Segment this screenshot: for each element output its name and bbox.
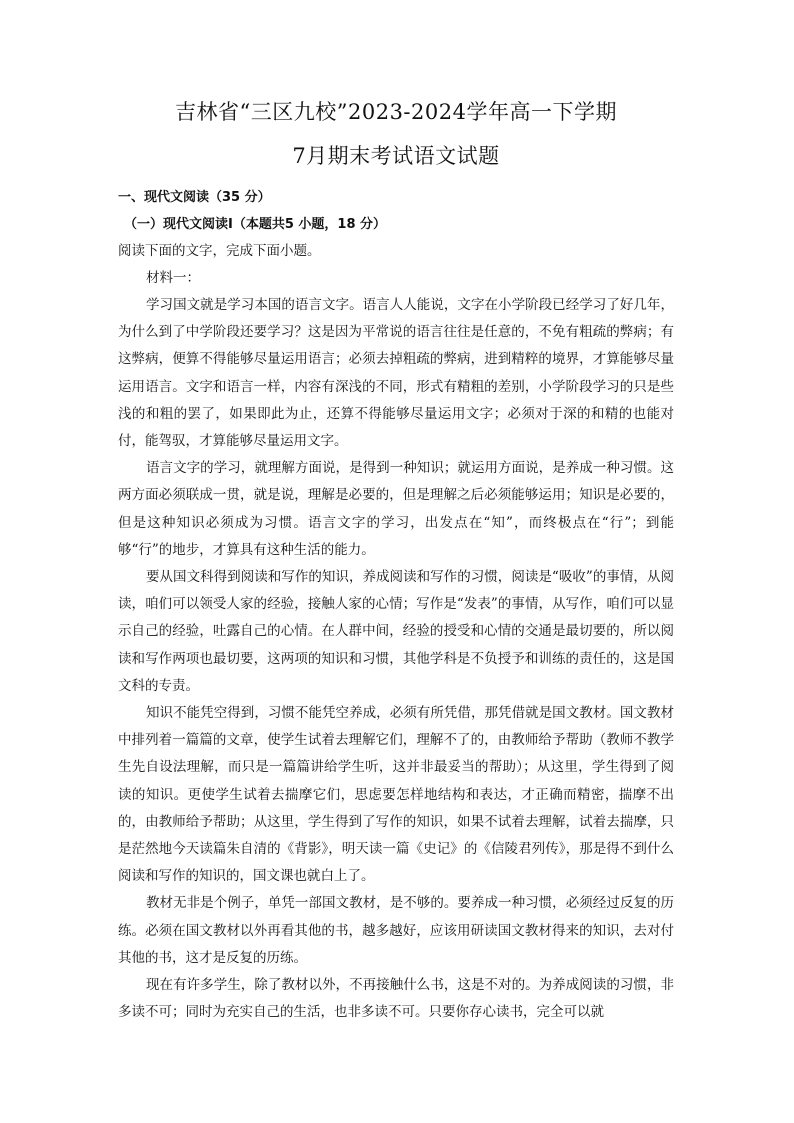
exam-title-line2: 7月期末考试语文试题 [292,144,500,168]
paragraph-5: 教材无非是个例子，单凭一部国文教材，是不够的。要养成一种习惯，必须经过反复的历练。必须在国文教材以外再看其他的书，越多越好，应该用研读国文教材得来的知识，去对付其他的书，这才是反复的历练。 [118,895,674,966]
exam-title-line1: 吉林省“三区九校”2023-2024学年高一下学期 [175,100,617,124]
material-label: 材料一： [146,270,200,286]
section-heading: 一、现代文阅读（35 分） [118,190,271,205]
sub-heading: （一）现代文阅读Ⅰ（本题共5 小题，18 分） [124,217,387,232]
paragraph-4: 知识不能凭空得到，习惯不能凭空养成，必须有所凭借，那凭借就是国文教材。国文教材中排列着一篇篇的文章，使学生试着去理解它们，理解不了的，由教师给予帮助（教师不教学生先自设法理解，而只是一篇篇讲给学生听，这并非最妥当的帮助）；从这里，学生得到了阅读的知识。更使学生试着去揣摩它们，思虑要怎样地结构和表达，才正确而精密，揣摩不出的，由教师给予帮助；从这里，学生得到了写作的知识，如果不试着去理解，试着去揣摩，只是茫然地今天读篇朱自清的《背影》，明天读一篇《史记》的《信陵君列传》，那是得不到什么阅读和写作的知识的，国文课也就白上了。 [118,705,674,885]
paragraph-2: 语言文字的学习，就理解方面说，是得到一种知识；就运用方面说，是养成一种习惯。这两方面必须联成一贯，就是说，理解是必要的，但是理解之后必须能够运用；知识是必要的，但是这种知识必须成为习惯。语言文字的学习，出发点在“知”，而终极点在“行”；到能够“行”的地步，才算具有这种生活的能力。 [118,460,674,558]
paragraph-6: 现在有许多学生，除了教材以外，不再接触什么书，这是不对的。为养成阅读的习惯，非多读不可；同时为充实自己的生活，也非多读不可。只要你存心读书，完全可以就 [118,977,674,1021]
paragraph-1: 学习国文就是学习本国的语言文字。语言人人能说，文字在小学阶段已经学习了好几年，为什么到了中学阶段还要学习？这是因为平常说的语言往往是任意的，不免有粗疏的弊病；有这弊病，便算不得能够尽量运用语言；必须去掉粗疏的弊病，进到精粹的境界，才算能够尽量运用语言。文字和语言一样，内容有深浅的不同，形式有精粗的差别，小学阶段学习的只是些浅的和粗的罢了，如果即此为止，还算不得能够尽量运用文字；必须对于深的和精的也能对付，能驾驭，才算能够尽量运用文字。 [118,297,674,450]
reading-instruction: 阅读下面的文字，完成下面小题。 [118,243,321,259]
paragraph-3: 要从国文科得到阅读和写作的知识，养成阅读和写作的习惯，阅读是“吸收”的事情，从阅读，咱们可以领受人家的经验，接触人家的心情；写作是“发表”的事情，从写作，咱们可以显示自己的经验，吐露自己的心情。在人群中间，经验的授受和心情的交通是最切要的，所以阅读和写作两项也最切要，这两项的知识和习惯，其他学科是不负授予和训练的责任的，这是国文科的专责。 [118,569,674,694]
